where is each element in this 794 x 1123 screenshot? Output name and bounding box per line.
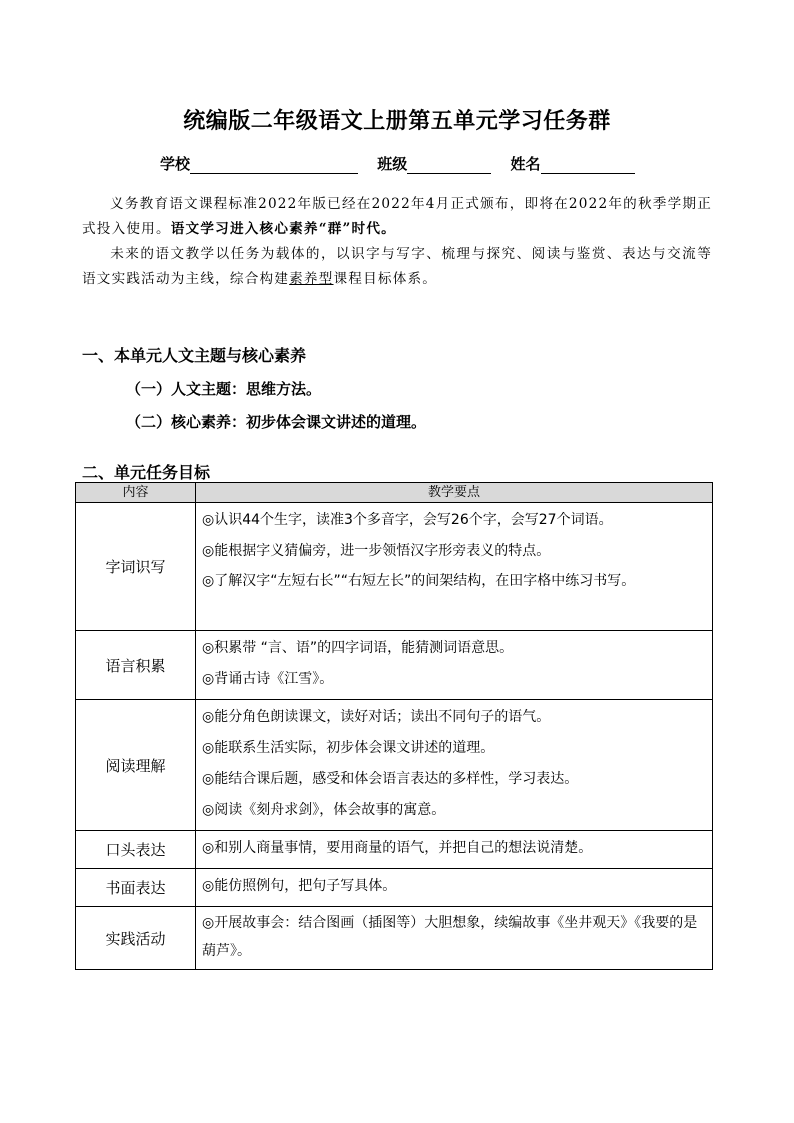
row-points: [196, 700, 713, 831]
section1-item-literacy: （二）核心素养：初步体会课文讲述的道理。: [126, 413, 427, 431]
header-teaching-points: 教学要点: [196, 483, 713, 503]
teaching-point: ◎阅读《刻舟求剑》，体会故事的寓意。: [202, 802, 446, 818]
task-goal-table: [75, 482, 713, 970]
table-row: [76, 503, 713, 631]
class-label: 班级: [377, 155, 408, 173]
teaching-point: ◎和别人商量事情，要用商量的语气，并把自己的想法说清楚。: [202, 840, 593, 856]
intro-paragraph-1: [82, 192, 712, 242]
intro-paragraph-2: [82, 242, 712, 292]
table-row: [76, 869, 713, 907]
intro-p2-before: 未来的语文教学以任务为载体的，以识字与写字、梳理与探究、阅读与鉴赏、表达与交流等语文实践活动为主线，综合构建: [82, 246, 712, 287]
name-blank[interactable]: [541, 157, 635, 174]
school-label: 学校: [160, 155, 191, 173]
section2-heading: 二、单元任务目标: [82, 463, 211, 482]
teaching-point: ◎能结合课后题，感受和体会语言表达的多样性，学习表达。: [202, 771, 579, 787]
row-points: [196, 631, 713, 700]
intro-p1-highlight: 语文学习进入核心素养“群”时代。: [170, 221, 396, 237]
teaching-point: ◎开展故事会：结合图画（插图等）大胆想象，续编故事《坐井观天》《我要的是葫芦》。: [202, 915, 698, 959]
teaching-point: ◎积累带 “言、语”的四字词语，能猜测词语意思。: [202, 640, 514, 656]
section1-item-theme: （一）人文主题：思维方法。: [126, 380, 322, 398]
table-row: [76, 831, 713, 869]
name-label: 姓名: [510, 155, 541, 173]
class-blank[interactable]: [407, 157, 491, 174]
document-title: 统编版二年级语文上册第五单元学习任务群: [183, 108, 611, 134]
row-category: 阅读理解: [76, 700, 196, 831]
teaching-point: ◎认识44个生字，读准3个多音字，会写26个字，会写27个词语。: [202, 512, 613, 528]
table-row: [76, 907, 713, 970]
teaching-point: ◎背诵古诗《江雪》。: [202, 671, 334, 687]
intro-p2-underline: 素养型: [289, 271, 334, 287]
row-points: [196, 503, 713, 631]
row-category: 口头表达: [76, 831, 196, 869]
header-content: 内容: [76, 483, 196, 503]
table-row: [76, 631, 713, 700]
school-blank[interactable]: [190, 157, 358, 174]
table-row: [76, 700, 713, 831]
student-info-line: [160, 153, 635, 174]
section1-heading: 一、本单元人文主题与核心素养: [82, 346, 307, 365]
row-category: 字词识写: [76, 503, 196, 631]
row-category: 书面表达: [76, 869, 196, 907]
intro-p2-after: 课程目标体系。: [333, 271, 438, 287]
teaching-point: ◎能联系生活实际，初步体会课文讲述的道理。: [202, 740, 495, 756]
row-points: [196, 869, 713, 907]
teaching-point: ◎能根据字义猜偏旁，进一步领悟汉字形旁表义的特点。: [202, 543, 551, 559]
row-points: [196, 831, 713, 869]
row-category: 实践活动: [76, 907, 196, 970]
teaching-point: ◎能分角色朗读课文，读好对话；读出不同句子的语气。: [202, 709, 551, 725]
row-points: [196, 907, 713, 970]
table-header-row: [76, 483, 713, 503]
row-category: 语言积累: [76, 631, 196, 700]
intro-p1-text: 义务教育语文课程标准2022年版已经在2022年4月正式颁布，即将在2022年的秋季学期正式投入使用。: [82, 196, 712, 237]
teaching-point: ◎了解汉字“左短右长”“右短左长”的间架结构，在田字格中练习书写。: [202, 573, 636, 589]
teaching-point: ◎能仿照例句，把句子写具体。: [202, 878, 397, 894]
